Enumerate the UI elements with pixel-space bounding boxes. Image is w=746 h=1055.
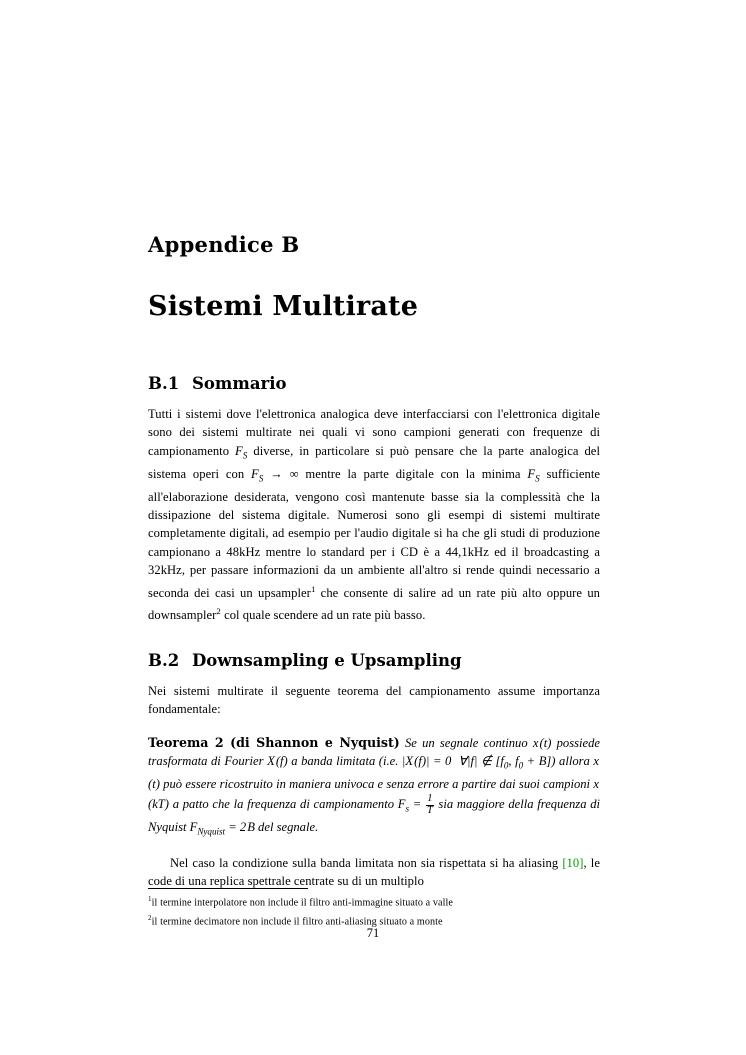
section-heading-b1 <box>148 374 600 393</box>
page-number: 71 <box>366 926 380 940</box>
paragraph-sommario: Tutti i sistemi dove l'elettronica analogica deve interfacciarsi con l'elettronica digitale sono dei sistemi multirate nei quali vi sono campioni generati con frequenze di campionamento $F_S$ diverse, in particolare si può pensare che la parte analogica del sistema operi con $F_S$ → ∞ mentre la parte digitale con la minima $F_S$ sufficiente all'elaborazione desiderata, vengono così mantenute basse sia la complessità che la dissipazione del sistema digitale. Numerosi sono gli esempi di sistemi multirate completamente digitali, ad esempio per l'audio digitale si ha che gli studi di produzione campionano a 48kHz mentre lo standard per i CD è a 44,1kHz ed il broadcasting a 32kHz, per passare informazioni da un ambiente all'altro si rende quindi necessario a seconda dei casi un upsampler$^1$ che consente di salire ad un rate più alto oppure un downsampler$^2$ col quale scendere ad un rate più basso. <box>148 407 601 623</box>
section-title: Downsampling e Upsampling <box>192 650 462 670</box>
section-title: Sommario <box>192 374 287 393</box>
footnote-marker: 1 <box>148 895 152 903</box>
footnote-separator <box>148 888 308 889</box>
section-number: B.1 <box>148 374 180 393</box>
chapter-label: Appendice B <box>148 232 300 257</box>
theorem-name: Teorema 2 (di Shannon e Nyquist) <box>148 734 400 750</box>
aliasing-text-before: Nel caso la condizione sulla banda limitata non sia rispettata si ha aliasing <box>170 855 563 870</box>
theorem-shannon-nyquist <box>148 734 600 842</box>
aliasing-text-after: , le code di una replica spettrale centrate su di un multiplo <box>148 855 600 888</box>
section-heading-b2 <box>148 651 600 670</box>
footnote-text: il termine interpolatore non include il filtro anti-immagine situato a valle <box>151 897 453 909</box>
footnote-text: il termine decimatore non include il filtro anti-aliasing situato a monte <box>151 916 443 928</box>
paragraph-multirate-intro: Nei sistemi multirate il seguente teorema del campionamento assume importanza fondamentale: <box>148 683 600 717</box>
theorem-body: Se un segnale continuo x (t) possiede trasformata di Fourier X (f) a banda limitata (i.e. |X (f)| = 0 ∀|f| ∉ [$f_0$, $f_0 + B$]) allora x (t) può essere ricostruito in maniera univoca e senza errore a partire dai suoi campioni x (kT) a patto che la frequenza di campionamento $F_s$ = $\frac{1}{T}$ sia maggiore della frequenza di Nyquist $F_{Nyquist} = 2$ B del segnale. <box>148 735 601 837</box>
page-content <box>148 232 600 890</box>
paragraph-aliasing <box>148 854 600 891</box>
footnote-item <box>148 892 600 911</box>
section-number: B.2 <box>148 650 180 670</box>
chapter-title: Sistemi Multirate <box>148 291 419 322</box>
footnote-marker: 2 <box>148 913 152 922</box>
footnote-block <box>148 892 600 930</box>
citation-link-10[interactable]: [10] <box>562 855 584 870</box>
